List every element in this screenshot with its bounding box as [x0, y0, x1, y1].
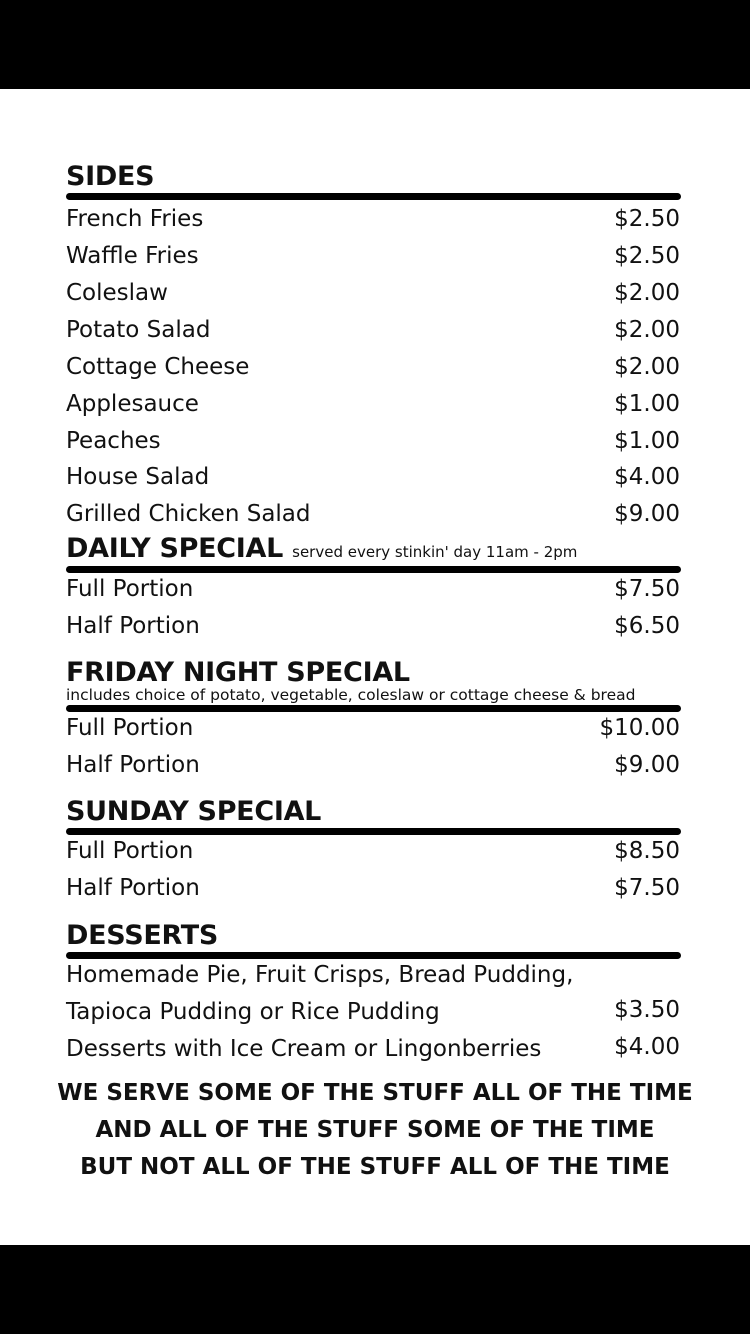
daily-item-price: $7.50 — [614, 576, 680, 602]
sides-item-name: Cottage Cheese — [66, 354, 250, 380]
sides-item-name: Peaches — [66, 428, 161, 454]
sides-item-price: $2.50 — [614, 243, 680, 269]
sides-item-name: Waffle Fries — [66, 243, 199, 269]
sides-heading: SIDES — [66, 161, 155, 192]
daily-special-heading: DAILY SPECIAL — [66, 533, 284, 564]
daily-item-name: Half Portion — [66, 613, 200, 639]
friday-item-price: $10.00 — [599, 715, 680, 741]
friday-special-rule — [66, 705, 681, 712]
sides-item-name: House Salad — [66, 464, 210, 490]
sides-item-price: $1.00 — [614, 428, 680, 454]
sunday-item-name: Half Portion — [66, 875, 200, 901]
daily-item-name: Full Portion — [66, 576, 194, 602]
friday-item-name: Full Portion — [66, 715, 194, 741]
desserts-price: $4.00 — [614, 1034, 680, 1060]
desserts-line: Homemade Pie, Fruit Crisps, Bread Pudding, — [66, 962, 574, 988]
sides-item-name: Coleslaw — [66, 280, 168, 306]
friday-special-note: includes choice of potato, vegetable, coleslaw or cottage cheese & bread — [66, 686, 636, 704]
friday-item-name: Half Portion — [66, 752, 200, 778]
sides-item-name: Potato Salad — [66, 317, 211, 343]
desserts-line: Desserts with Ice Cream or Lingonberries — [66, 1036, 542, 1062]
footer-line: AND ALL OF THE STUFF SOME OF THE TIME — [95, 1117, 655, 1143]
sides-item-price: $2.00 — [614, 354, 680, 380]
friday-item-price: $9.00 — [614, 752, 680, 778]
friday-special-heading: FRIDAY NIGHT SPECIAL — [66, 657, 410, 688]
desserts-price: $3.50 — [614, 997, 680, 1023]
sunday-item-price: $8.50 — [614, 838, 680, 864]
bottom-black-bar — [0, 1245, 750, 1334]
sides-item-name: Applesauce — [66, 391, 199, 417]
desserts-line: Tapioca Pudding or Rice Pudding — [66, 999, 440, 1025]
sides-item-price: $9.00 — [614, 501, 680, 527]
daily-special-header — [66, 534, 577, 564]
daily-item-price: $6.50 — [614, 613, 680, 639]
sides-item-price: $2.00 — [614, 280, 680, 306]
sides-item-price: $2.00 — [614, 317, 680, 343]
sunday-item-price: $7.50 — [614, 875, 680, 901]
sunday-special-heading: SUNDAY SPECIAL — [66, 796, 322, 827]
top-black-bar — [0, 0, 750, 89]
sides-rule — [66, 193, 681, 200]
desserts-heading: DESSERTS — [66, 920, 219, 951]
footer-line: WE SERVE SOME OF THE STUFF ALL OF THE TIME — [57, 1080, 693, 1106]
sides-item-price: $2.50 — [614, 206, 680, 232]
footer-line: BUT NOT ALL OF THE STUFF ALL OF THE TIME — [80, 1154, 670, 1180]
daily-special-rule — [66, 566, 681, 573]
sides-item-price: $1.00 — [614, 391, 680, 417]
sides-item-price: $4.00 — [614, 464, 680, 490]
sunday-item-name: Full Portion — [66, 838, 194, 864]
sunday-special-rule — [66, 828, 681, 835]
desserts-rule — [66, 952, 681, 959]
daily-special-note: served every stinkin' day 11am - 2pm — [292, 543, 578, 561]
menu-page — [0, 89, 750, 1245]
sides-item-name: Grilled Chicken Salad — [66, 501, 311, 527]
sides-item-name: French Fries — [66, 206, 204, 232]
